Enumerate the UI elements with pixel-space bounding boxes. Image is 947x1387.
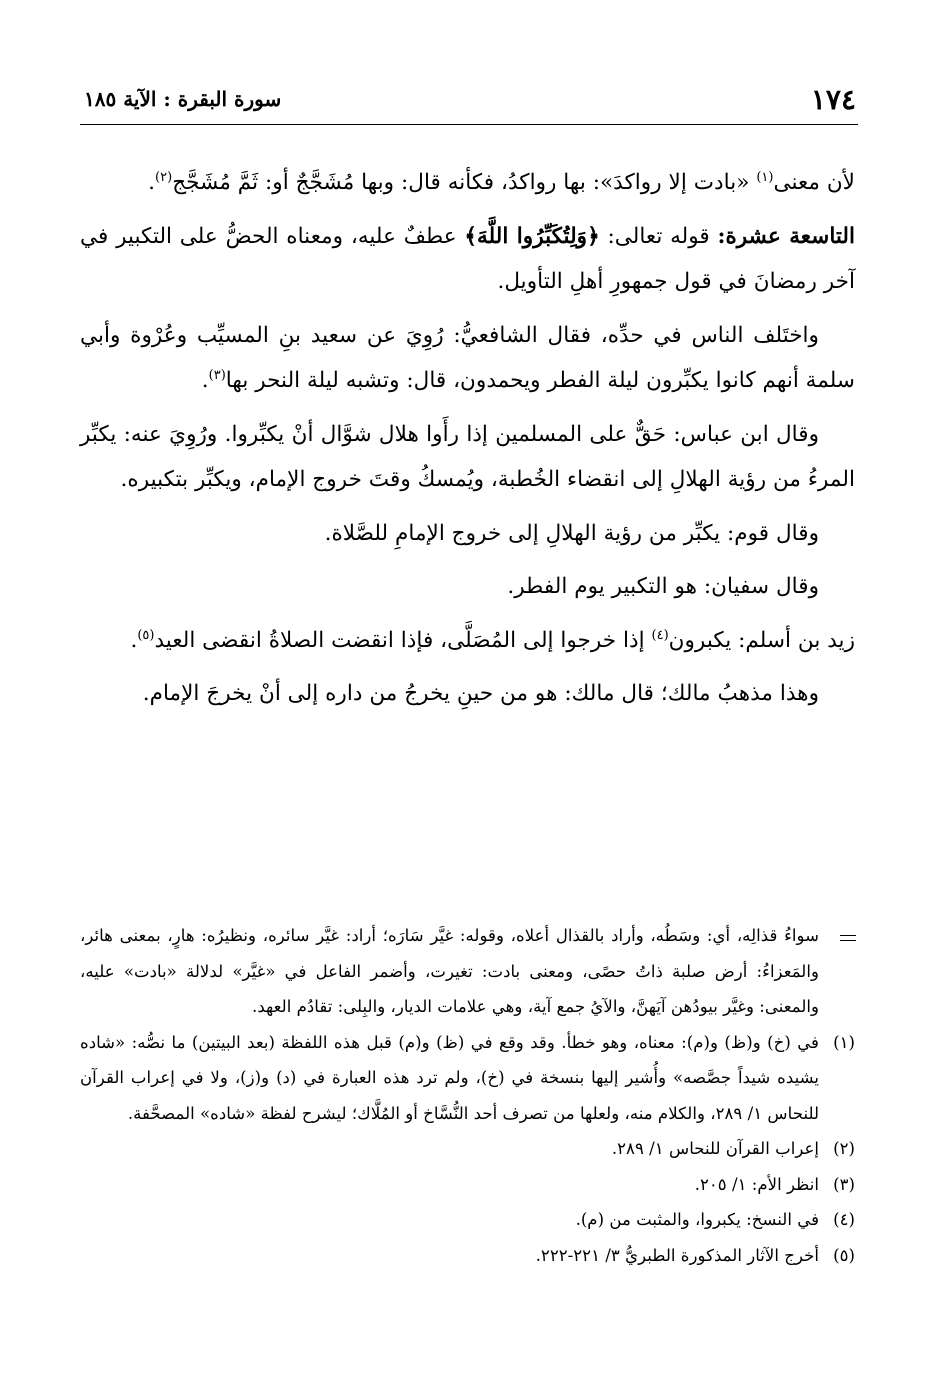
footnote-ref-2: (٢) (155, 169, 173, 185)
text-run: زيد بن أسلم: يكبرون (668, 627, 855, 653)
footnote-number: (٥) (833, 1245, 855, 1265)
header-divider (80, 124, 858, 125)
footnote-ref-1: (١) (756, 169, 774, 185)
footnote-continued: سواءُ قذالِه، أي: وسَطُه، وأراد بالقذال أعلاه، وقوله: غيَّر سَارَه؛ أراد: غيَّر سائره، ونظيرُه: هارٍ، بمعنى هائر، والمَعزاءُ: أرض صلبة ذاتُ حصًى، ومعنى بادت: تغيرت، وأضمر الفاعل في «غيَّر» لدلالة «بادت» عليه، والمعنى: وغيَّر بيودُهن آيَهنَّ، والآيُ جمع آية، وهي علامات الديار، والبِلى: تقادُم العهد. (80, 926, 819, 1016)
footnote-text: انظر الأم: ١/ ٢٠٥. (694, 1174, 819, 1194)
paragraph-4: وقال ابن عباس: حَقٌّ على المسلمين إذا رأَوا هلال شوَّال أنْ يكبِّروا. ورُوِيَ عنه: يكبِّر المرءُ من رؤية الهلالِ إلى انقضاء الخُطبة، ويُمسكُ وقتَ خروج الإمام، ويكبِّر بتكبيره. (80, 421, 855, 492)
footnote-2 (80, 1131, 855, 1167)
text-run: عطفٌ عليه، ومعناه الحضُّ على التكبير في آخر رمضانَ في قول جمهورِ أهلِ التأويل. (80, 223, 855, 294)
footnote-5 (80, 1238, 855, 1274)
paragraph-3 (80, 313, 855, 404)
footnote-ref-4: (٤) (651, 627, 669, 643)
text-run: لأن معنى (773, 170, 855, 195)
footnote-ref-5: (٥) (137, 627, 155, 643)
footnote-4 (80, 1202, 855, 1238)
text-run: واختَلف الناس في حدِّه، فقال الشافعيُّ: رُوِيَ عن سعيد بنِ المسيِّب وعُرْوة وأبي سلمة أنهم كانوا يكبِّرون ليلة الفطر ويحمدون، قال: وتشبه ليلة النحر بها (80, 322, 855, 393)
footnotes (80, 918, 855, 1273)
quran-verse: ﴿وَلِتُكَبِّرُوا اللَّهَ﴾ (464, 223, 600, 249)
footnote-1 (80, 1025, 855, 1132)
main-text (80, 160, 855, 725)
footnote-text: أخرج الآثار المذكورة الطبريُّ ٣/ ٢٢١-٢٢٢. (535, 1245, 819, 1265)
paragraph-7 (80, 618, 855, 664)
paragraph-1 (80, 160, 855, 206)
footnote-text: في (خ) و(ظ) و(م): معناه، وهو خطأ. وقد وقع في (ظ) و(م) قبل هذه اللفظة (بعد البيتين) ما نصُّه: «شاده يشيده شيداً جصَّصه» وأُشير إليها بنسخة في (خ)، ولم ترد هذه العبارة في (د) و(ز)، ولا في إعراب القرآن للنحاس ١/ ٢٨٩، والكلام منه، ولعلها من تصرف أحد النُّسَّاخ أو المُلَّاك؛ ليشرح لفظة «شاده» المصحَّفة. (80, 1032, 819, 1123)
footnote-text: في النسخ: يكبروا، والمثبت من (م). (575, 1210, 819, 1229)
footnote-ref-3: (٣) (208, 367, 226, 383)
running-title: سورة البقرة : الآية ١٨٥ (84, 87, 282, 111)
footnote-number: (٣) (833, 1174, 855, 1194)
text-run: . (201, 368, 209, 393)
text-run: . (130, 627, 138, 653)
page-number: ١٧٤ (810, 82, 856, 116)
text-run: قوله تعالى: (599, 223, 718, 249)
paragraph-8: وهذا مذهبُ مالك؛ قال مالك: هو من حينِ يخرجُ من داره إلى أنْ يخرجَ الإمام. (142, 681, 819, 706)
section-lead: التاسعة عشرة: (717, 223, 855, 249)
text-run: إذا خرجوا إلى المُصَلَّى، فإذا انقضت الصلاةُ انقضى العيد (154, 627, 652, 653)
footnote-3 (80, 1167, 855, 1203)
page-header (84, 82, 856, 116)
text-run: «بادت إلا رواكدَ»: بها رواكدُ، فكأنه قال: وبها مُشَجَّجٌ أو: ثَمَّ مُشَجَّج (172, 170, 757, 195)
paragraph-2 (80, 214, 855, 305)
footnote-number: (٢) (833, 1139, 855, 1158)
footnote-number: (١) (833, 1032, 855, 1052)
footnote-number: (٤) (833, 1210, 855, 1229)
paragraph-6: وقال سفيان: هو التكبير يوم الفطر. (507, 574, 819, 599)
paragraph-5: وقال قوم: يكبِّر من رؤية الهلالِ إلى خروج الإمامِ للصَّلاة. (324, 520, 819, 546)
footnote-text: إعراب القرآن للنحاس ١/ ٢٨٩. (611, 1139, 819, 1158)
text-run: . (148, 170, 156, 195)
